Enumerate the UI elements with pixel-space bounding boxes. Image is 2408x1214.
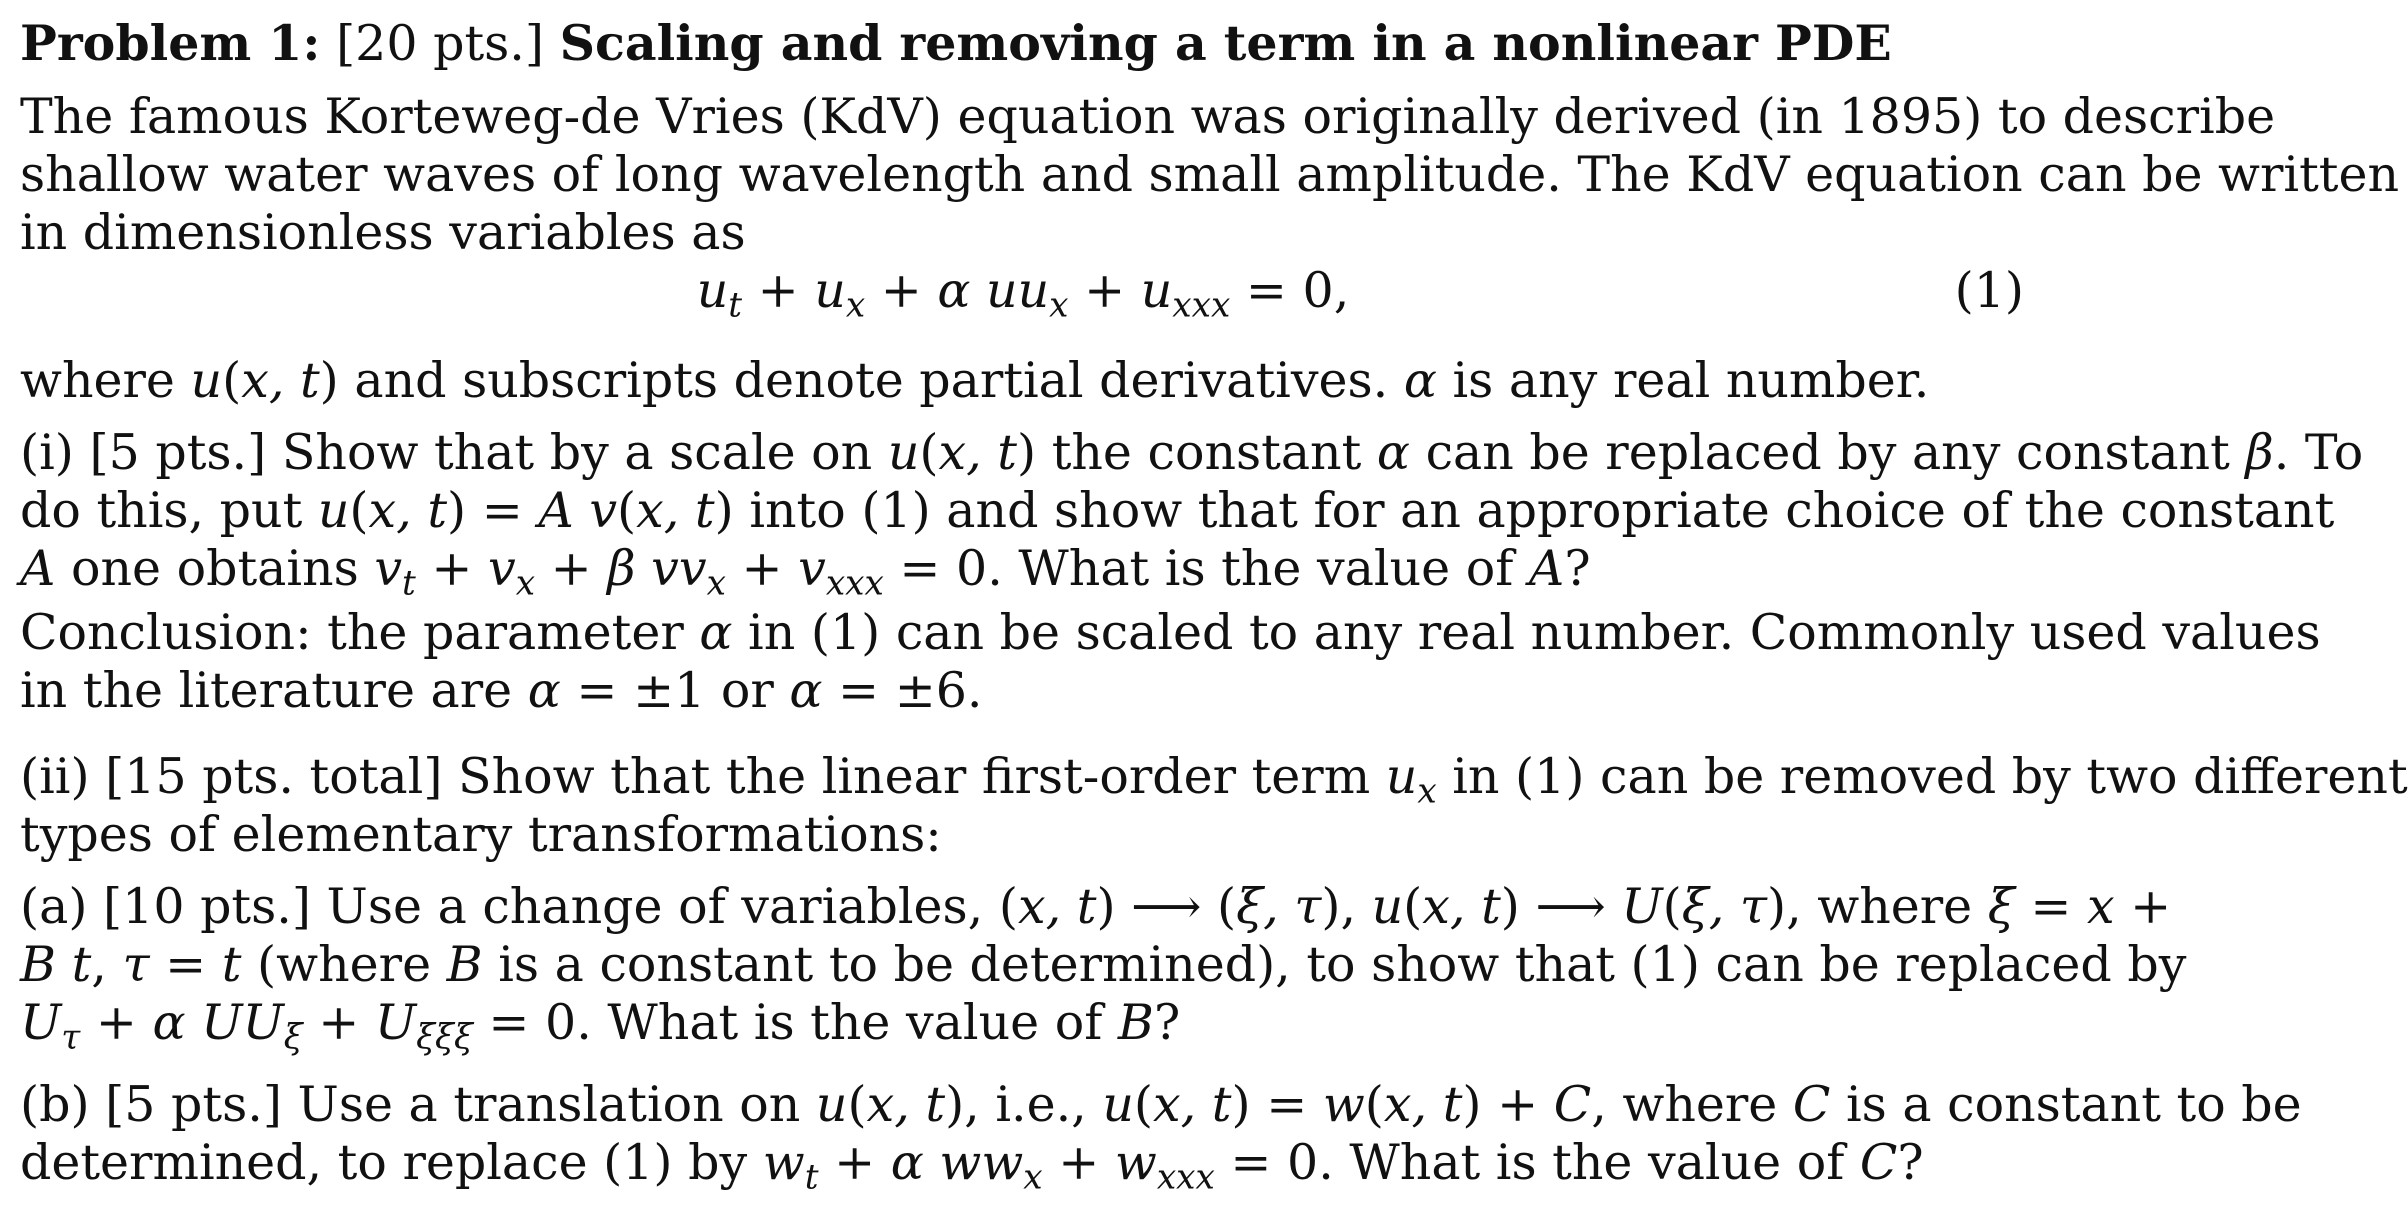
part-i-line-3: A one obtains $v_t + v_x + \beta$ $vv_x + v_{xxx} = 0$. What is the value of A? [20, 540, 1591, 604]
part-i-line-1: (i) [5 pts.] Show that by a scale on u(x, t) the constant α can be replaced by any constant β. To [20, 424, 2364, 481]
equation-number: (1) [1954, 262, 2024, 319]
part-ii-line-1: (ii) [15 pts. total] Show that the linear first-order term $u_x$ in (1) can be removed by two different [20, 748, 2408, 812]
part-i-text-7: one obtains [70, 540, 359, 597]
conclusion-text-1: Conclusion: the parameter [20, 604, 684, 661]
problem-label: Problem 1: [20, 14, 321, 72]
part-ii-line-2: types of elementary transformations: [20, 806, 942, 863]
where-tail: and subscripts denote partial derivatives. [354, 352, 1389, 409]
part-i-line-2: do this, put u(x, t) = A v(x, t) into (1) and show that for an appropriate choice of the constant [20, 482, 2335, 539]
part-a-text-2: where [1817, 878, 1973, 935]
part-ii-text-1: Show that the linear first-order term [458, 748, 1371, 805]
part-b-text-3: where [1622, 1076, 1778, 1133]
problem-title: Scaling and removing a term in a nonlinear PDE [559, 14, 1892, 72]
part-b-text-2: i.e., [995, 1076, 1087, 1133]
intro-line-3: in dimensionless variables as [20, 204, 746, 261]
part-b-label: (b) [5 pts.] [20, 1076, 282, 1133]
part-ii-text-2: in (1) can be removed by two different [1452, 748, 2408, 805]
part-i-text-3: can be replaced by any constant [1425, 424, 2230, 481]
part-i-text-2: the constant [1051, 424, 1362, 481]
part-b-text-6: What is the value of [1349, 1134, 1845, 1191]
part-a-text-3: (where [257, 936, 432, 993]
part-a-line-3: $U_\tau + \alpha$ $UU_\xi + U_{\xi\xi\xi} = 0$. What is the value of B? [20, 994, 1181, 1058]
problem-points: [20 pts.] [336, 15, 545, 72]
part-a-label: (a) [10 pts.] [20, 878, 311, 935]
part-a-line-1: (a) [10 pts.] Use a change of variables, (x, t) ⟶ (ξ, τ), u(x, t) ⟶ U(ξ, τ), where ξ = x + [20, 878, 2172, 935]
part-i-text-6: into (1) and show that for an appropriate choice of the constant [749, 482, 2335, 539]
part-b-text-5: determined, to replace (1) by [20, 1134, 748, 1191]
part-b-text-4: is a constant to be [1845, 1076, 2302, 1133]
where-line: where u(x, t) and subscripts denote partial derivatives. α is any real number. [20, 352, 1930, 409]
part-a-text-1: Use a change of variables, [326, 878, 984, 935]
part-b-text-1: Use a translation on [297, 1076, 801, 1133]
conclusion-text-3: in the literature are [20, 662, 513, 719]
kdv-equation: $u_t + u_x + \alpha$ $uu_x + u_{xxx} = 0$, [696, 262, 1350, 326]
conclusion-text-4: or [720, 662, 774, 719]
part-a-text-4: is a constant to be determined), to show that (1) can be replaced by [498, 936, 2187, 993]
conclusion-text-2: in (1) can be scaled to any real number. Commonly used values [748, 604, 2321, 661]
part-i-text-4: To [2304, 424, 2364, 481]
part-i-label: (i) [5 pts.] [20, 424, 267, 481]
part-i-text-5: do this, put [20, 482, 303, 539]
problem-heading [20, 14, 2015, 73]
part-ii-label: (ii) [15 pts. total] [20, 748, 443, 805]
part-i-text-8: What is the value of [1018, 540, 1514, 597]
alpha-tail: is any real number. [1452, 352, 1930, 409]
conclusion-line-1: Conclusion: the parameter α in (1) can be scaled to any real number. Commonly used values [20, 604, 2321, 661]
part-b-line-1: (b) [5 pts.] Use a translation on u(x, t), i.e., u(x, t) = w(x, t) + C, where C is a constant to be [20, 1076, 2302, 1133]
part-a-text-5: What is the value of [607, 994, 1103, 1051]
intro-line-2: shallow water waves of long wavelength and small amplitude. The KdV equation can be written [20, 146, 2400, 203]
part-i-text-1: Show that by a scale on [281, 424, 873, 481]
conclusion-line-2: in the literature are α = ±1 or α = ±6. [20, 662, 983, 719]
part-a-line-2: B t, τ = t (where B is a constant to be determined), to show that (1) can be replaced by [20, 936, 2187, 993]
part-b-line-2: determined, to replace (1) by $w_t + \alpha$ $ww_x + w_{xxx} = 0$. What is the value of C? [20, 1134, 1924, 1198]
intro-line-1: The famous Korteweg-de Vries (KdV) equation was originally derived (in 1895) to describe [20, 88, 2276, 145]
